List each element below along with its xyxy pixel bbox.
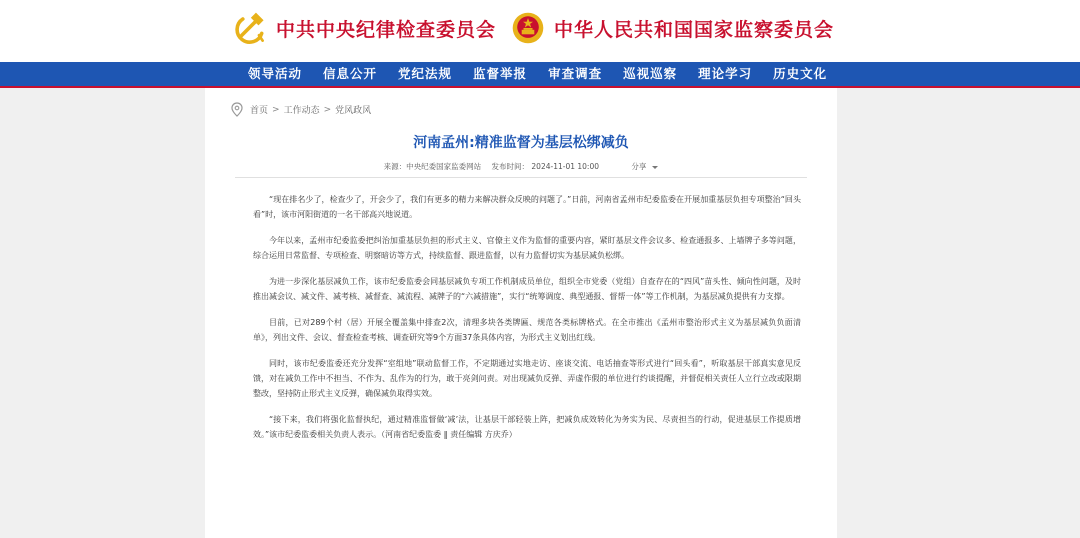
- breadcrumb: [231, 102, 371, 117]
- nav-item-disclosure[interactable]: 信息公开: [323, 66, 378, 81]
- nav-item-leadership[interactable]: 领导活动: [248, 66, 303, 81]
- share-button[interactable]: [627, 162, 658, 171]
- share-label: 分享: [631, 162, 647, 171]
- breadcrumb-home[interactable]: 首页: [250, 106, 269, 116]
- location-pin-icon: [231, 102, 243, 117]
- main-nav: [0, 62, 1080, 88]
- nav-item-history[interactable]: 历史文化: [773, 66, 828, 81]
- article-title: 河南孟州:精准监督为基层松绑减负: [413, 135, 629, 151]
- ccdi-brand-name: 中共中央纪律检查委员会: [276, 18, 497, 41]
- nav-item-regulations[interactable]: 党纪法规: [398, 66, 453, 81]
- nav-item-theory[interactable]: 理论学习: [698, 66, 753, 81]
- site-header: [0, 0, 1080, 62]
- nav-item-investigation[interactable]: 审查调查: [548, 66, 603, 81]
- nav-item-report[interactable]: 监督举报: [473, 66, 528, 81]
- nav-item-inspection[interactable]: 巡视巡察: [623, 66, 678, 81]
- breadcrumb-work-news[interactable]: 工作动态: [283, 106, 320, 116]
- breadcrumb-current[interactable]: 党风政风: [335, 106, 372, 116]
- ccdi-brand-link[interactable]: [232, 10, 496, 46]
- nsc-brand-name: 中华人民共和国国家监察委员会: [554, 18, 835, 41]
- article-container: [205, 88, 837, 538]
- nav-list: [248, 62, 848, 86]
- breadcrumb-separator: >: [323, 104, 332, 115]
- article-source: 来源：中央纪委国家监委网站: [383, 162, 482, 171]
- article-paragraph: 同时，该市纪委监委还充分发挥“室组地”联动监督工作，不定期通过实地走访、座谈交流、电话抽查等形式进行“回头看”，听取基层干部真实意见反馈，对在减负工作中不担当、不作为、乱作为的行为，敢于亮剑问责。对出现减负反弹、弄虚作假的单位进行约谈提醒，并督促相关责任人立行立改或限期整改，坚持防止形式主义反弹，确保减负取得实效。: [253, 359, 801, 398]
- party-emblem-icon: [232, 10, 268, 46]
- article-time: 发布时间： 2024-11-01 10:00: [491, 162, 599, 171]
- chevron-down-icon: [652, 166, 658, 169]
- article-meta: [235, 161, 807, 178]
- national-emblem-icon: [510, 10, 546, 46]
- article-body: [253, 192, 801, 453]
- article-paragraph: 今年以来，孟州市纪委监委把纠治加重基层负担的形式主义、官僚主义作为监督的重要内容，紧盯基层文件会议多、检查通报多、上墙牌子多等问题，综合运用日常监督、专项检查、明察暗访等方式，持续监督、跟进监督，以有力监督切实为基层减负松绑。: [253, 236, 801, 260]
- nsc-brand-link[interactable]: [510, 10, 834, 46]
- article-paragraph: “现在排名少了，检查少了，开会少了，我们有更多的精力来解决群众反映的问题了。”日前，河南省孟州市纪委监委在开展加重基层负担专项整治“回头看”时，该市河阳街道的一名干部高兴地说道。: [253, 195, 801, 219]
- article-paragraph: 目前，已对289个村（居）开展全覆盖集中排查2次，清理多块各类牌匾、规范各类标牌格式。在全市推出《孟州市整治形式主义为基层减负负面清单》，列出文件、会议、督查检查考核、调查研究等9个方面37条具体内容，为形式主义划出红线。: [253, 318, 801, 342]
- article-paragraph: 为进一步深化基层减负工作，该市纪委监委会同基层减负专项工作机制成员单位，组织全市党委（党组）自查存在的“四风”苗头性、倾向性问题，及时推出减会议、减文件、减考核、减督查、减流程、减牌子的“六减措施”，实行“统筹调度、典型通报、督帮一体”等工作机制，为基层减负提供有力支撑。: [253, 277, 801, 301]
- breadcrumb-separator: >: [272, 104, 280, 115]
- article-paragraph: “接下来，我们将强化监督执纪，通过精准监督做‘减’法，让基层干部轻装上阵，把减负成效转化为务实为民、尽责担当的行动，促进基层工作提质增效。”该市纪委监委相关负责人表示。（河南省纪委监委 ‖ 责任编辑 方庆乔）: [253, 415, 801, 439]
